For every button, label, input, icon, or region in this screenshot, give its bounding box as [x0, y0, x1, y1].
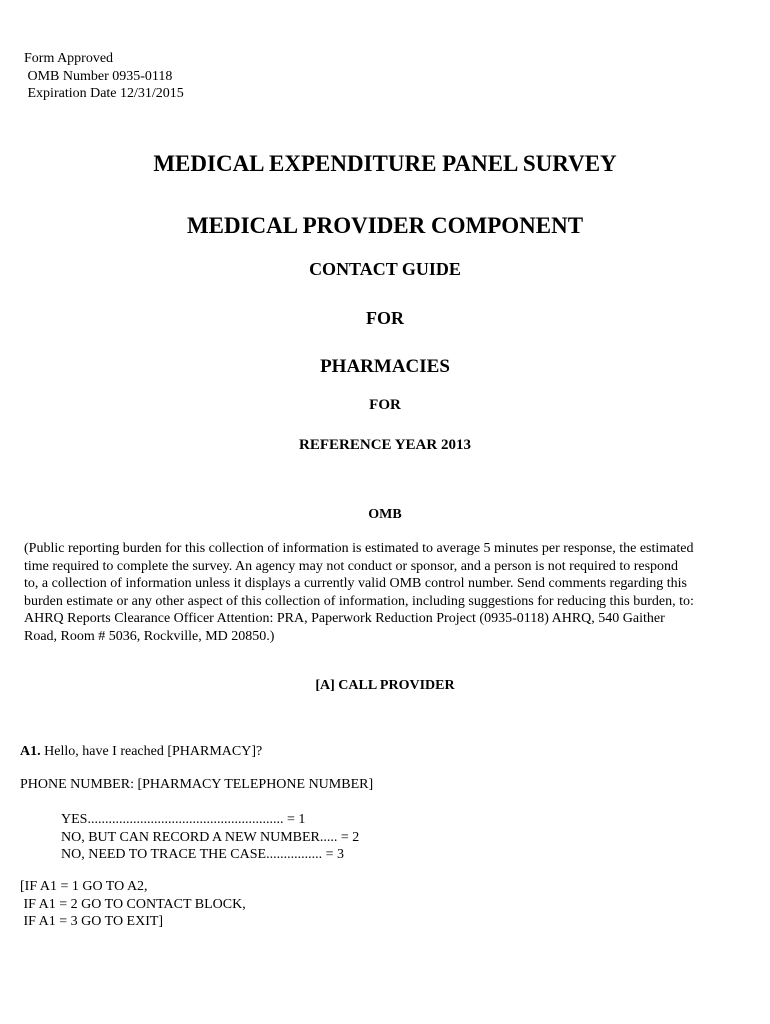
survey-title: MEDICAL EXPENDITURE PANEL SURVEY	[153, 151, 617, 176]
burden-line: burden estimate or any other aspect of this collection of information, including suggestions for reducing this burden, to:	[24, 593, 694, 609]
burden-line: (Public reporting burden for this collection of information is estimated to average 5 minutes per response, the estimated	[24, 541, 694, 556]
skip-line: [IF A1 = 1 GO TO A2,	[20, 879, 148, 894]
skip-line: IF A1 = 2 GO TO CONTACT BLOCK,	[20, 896, 246, 912]
skip-instructions	[20, 878, 246, 931]
question-a1	[20, 744, 262, 760]
burden-line: to, a collection of information unless it displays a currently valid OMB control number. Send comments regarding this	[24, 576, 687, 591]
answer-option-yes: YES........................................................ = 1	[61, 812, 306, 827]
burden-line: Road, Room # 5036, Rockville, MD 20850.)	[24, 628, 275, 644]
answer-option-new-number: NO, BUT CAN RECORD A NEW NUMBER..... = 2	[61, 829, 360, 845]
guide-title: CONTACT GUIDE	[309, 259, 461, 279]
answer-options	[61, 811, 359, 864]
expiration-date: Expiration Date 12/31/2015	[24, 86, 184, 101]
form-approval-block	[24, 50, 184, 103]
omb-heading: OMB	[368, 507, 402, 522]
question-text: Hello, have I reached [PHARMACY]?	[40, 744, 263, 759]
form-approved-label: Form Approved	[24, 51, 114, 66]
reference-year: REFERENCE YEAR 2013	[299, 437, 471, 453]
skip-line: IF A1 = 3 GO TO EXIT]	[20, 914, 164, 929]
burden-line: AHRQ Reports Clearance Officer Attention: PRA, Paperwork Reduction Project (0935-0118) AHRQ, 540 Gaither	[24, 611, 665, 626]
burden-line: time required to complete the survey. An agency may not conduct or sponsor, and a person is not required to respond	[24, 558, 679, 574]
burden-statement	[24, 540, 754, 645]
section-heading-call-provider: [A] CALL PROVIDER	[315, 678, 455, 693]
audience-title: PHARMACIES	[320, 356, 450, 377]
for-label-2: FOR	[369, 397, 401, 413]
omb-number: OMB Number 0935-0118	[24, 68, 173, 84]
phone-number-line: PHONE NUMBER: [PHARMACY TELEPHONE NUMBER]	[20, 777, 374, 792]
question-id: A1.	[20, 744, 41, 759]
component-title: MEDICAL PROVIDER COMPONENT	[186, 213, 584, 238]
for-label-1: FOR	[366, 308, 404, 328]
answer-option-trace: NO, NEED TO TRACE THE CASE................ = 3	[61, 847, 344, 862]
